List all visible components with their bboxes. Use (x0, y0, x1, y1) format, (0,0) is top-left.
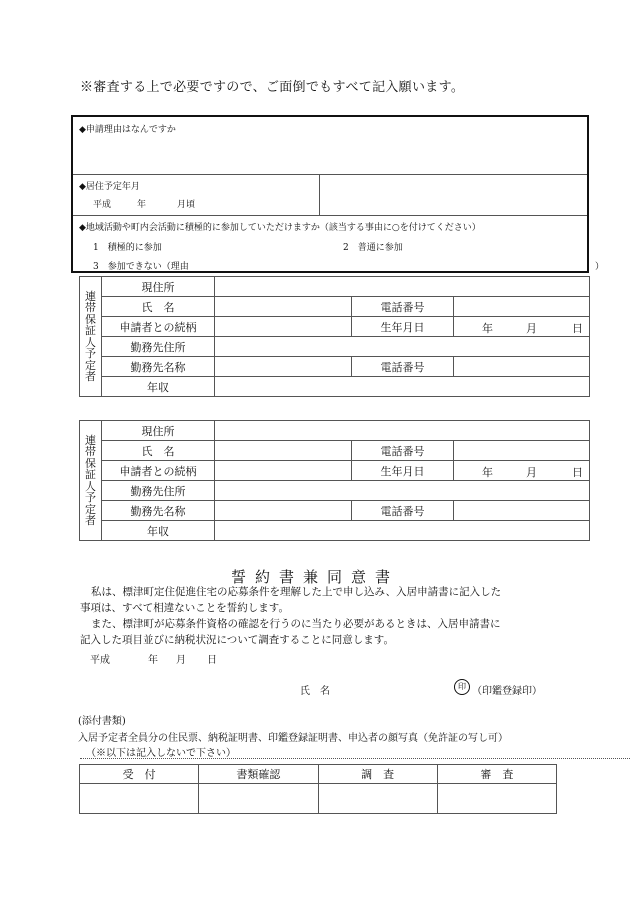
name-label: 氏 名 (102, 441, 215, 461)
community-question: ◆地域活動や町内会活動に積極的に参加していただけますか（該当する事由に○を付けてください） (79, 223, 481, 233)
work-name-field[interactable] (215, 501, 352, 521)
relation-field[interactable] (215, 461, 352, 481)
attachments-list: 入居予定者全員分の住民票、納税証明書、印鑑登録証明書、申込者の顔写真（免許証の写し可） (78, 733, 508, 744)
birthdate-label: 生年月日 (352, 461, 454, 481)
work-phone-label: 電話番号 (352, 501, 454, 521)
pledge-date-month: 月 (176, 655, 186, 666)
office-use-table (79, 764, 557, 814)
guarantor-vertical-label: 連 帯 保 証 人 予 定 者 (80, 421, 102, 541)
community-option-1[interactable]: 1 積極的に参加 (93, 243, 162, 253)
office-cell-doc-check (199, 784, 318, 814)
pledge-date-year: 年 (148, 655, 158, 666)
office-cell-reception (80, 784, 199, 814)
guarantor-table-2 (79, 420, 590, 541)
seal-icon: 印 (454, 679, 470, 695)
name-field[interactable] (215, 297, 352, 317)
relation-label: 申請者との続柄 (102, 317, 215, 337)
work-name-label: 勤務先名称 (102, 357, 215, 377)
work-address-field[interactable] (215, 337, 590, 357)
income-field[interactable] (215, 377, 590, 397)
instruction-note: ※審査する上で必要ですので、ご面倒でもすべて記入願います。 (80, 80, 465, 95)
work-address-field[interactable] (215, 481, 590, 501)
pledge-p1-line2: 事項は、すべて相違ないことを誓約します。 (80, 602, 289, 614)
work-phone-field[interactable] (454, 501, 590, 521)
pledge-date-era: 平成 (90, 655, 110, 666)
residence-year: 年 (137, 200, 147, 210)
birth-day: 日 (572, 466, 583, 479)
pledge-paragraph-2 (80, 616, 560, 648)
reason-input[interactable] (79, 137, 581, 171)
pledge-name-field[interactable] (347, 680, 447, 696)
phone-field[interactable] (454, 441, 590, 461)
guarantor-table-1 (79, 276, 590, 397)
office-col-review: 審 査 (437, 765, 556, 784)
residence-label: ◆居住予定年月 (79, 182, 140, 192)
phone-label: 電話番号 (352, 297, 454, 317)
community-option-3-close: ） (595, 262, 605, 272)
residence-section (73, 174, 587, 216)
application-questions-box (71, 115, 605, 273)
pledge-date-day: 日 (207, 655, 217, 666)
residence-era: 平成 (93, 200, 112, 210)
birth-month: 月 (526, 466, 537, 479)
birth-month: 月 (526, 322, 537, 335)
pledge-paragraph-1 (80, 584, 560, 616)
office-cell-review (437, 784, 556, 814)
birthdate-field[interactable] (454, 461, 590, 481)
birthdate-label: 生年月日 (352, 317, 454, 337)
guarantor-vertical-label: 連 帯 保 証 人 予 定 者 (80, 277, 102, 397)
work-phone-label: 電話番号 (352, 357, 454, 377)
address-field[interactable] (215, 421, 590, 441)
pledge-p2-line2: 記入した項目並びに納税状況について調査することに同意します。 (80, 634, 394, 646)
work-name-field[interactable] (215, 357, 352, 377)
cut-line (80, 758, 630, 759)
work-phone-field[interactable] (454, 357, 590, 377)
residence-divider (319, 174, 320, 215)
community-option-3[interactable]: 3 参加できない（理由 (93, 262, 189, 272)
relation-label: 申請者との続柄 (102, 461, 215, 481)
office-col-investigation: 調 査 (318, 765, 437, 784)
office-col-doc-check: 書類確認 (199, 765, 318, 784)
income-label: 年収 (102, 521, 215, 541)
reason-label: ◆申請理由はなんですか (79, 125, 176, 135)
pledge-p1-line1: 私は、標津町定住促進住宅の応募条件を理解した上で申し込み、入居申請書に記入した (91, 586, 502, 598)
address-field[interactable] (215, 277, 590, 297)
birth-year: 年 (482, 466, 493, 479)
office-col-reception: 受 付 (80, 765, 199, 784)
address-label: 現住所 (102, 421, 215, 441)
attachments-header: (添付書類) (78, 716, 126, 727)
office-use-note: （※以下は記入しないで下さい） (86, 748, 236, 759)
income-field[interactable] (215, 521, 590, 541)
pledge-p2-line1: また、標津町が応募条件資格の確認を行うのに当たり必要があるときは、入居申請書に (91, 618, 501, 630)
work-name-label: 勤務先名称 (102, 501, 215, 521)
name-field[interactable] (215, 441, 352, 461)
address-label: 現住所 (102, 277, 215, 297)
office-cell-investigation (318, 784, 437, 814)
name-label: 氏 名 (102, 297, 215, 317)
pledge-title: 誓約書兼同意書 (230, 568, 399, 586)
reason-section (73, 117, 587, 175)
residence-month: 月頃 (177, 200, 196, 210)
work-address-label: 勤務先住所 (102, 337, 215, 357)
phone-field[interactable] (454, 297, 590, 317)
community-option-2[interactable]: 2 普通に参加 (343, 243, 403, 253)
work-address-label: 勤務先住所 (102, 481, 215, 501)
income-label: 年収 (102, 377, 215, 397)
seal-note: （印鑑登録印） (472, 686, 542, 697)
birth-day: 日 (572, 322, 583, 335)
relation-field[interactable] (215, 317, 352, 337)
phone-label: 電話番号 (352, 441, 454, 461)
pledge-name-label: 氏 名 (300, 686, 330, 697)
birth-year: 年 (482, 322, 493, 335)
birthdate-field[interactable] (454, 317, 590, 337)
